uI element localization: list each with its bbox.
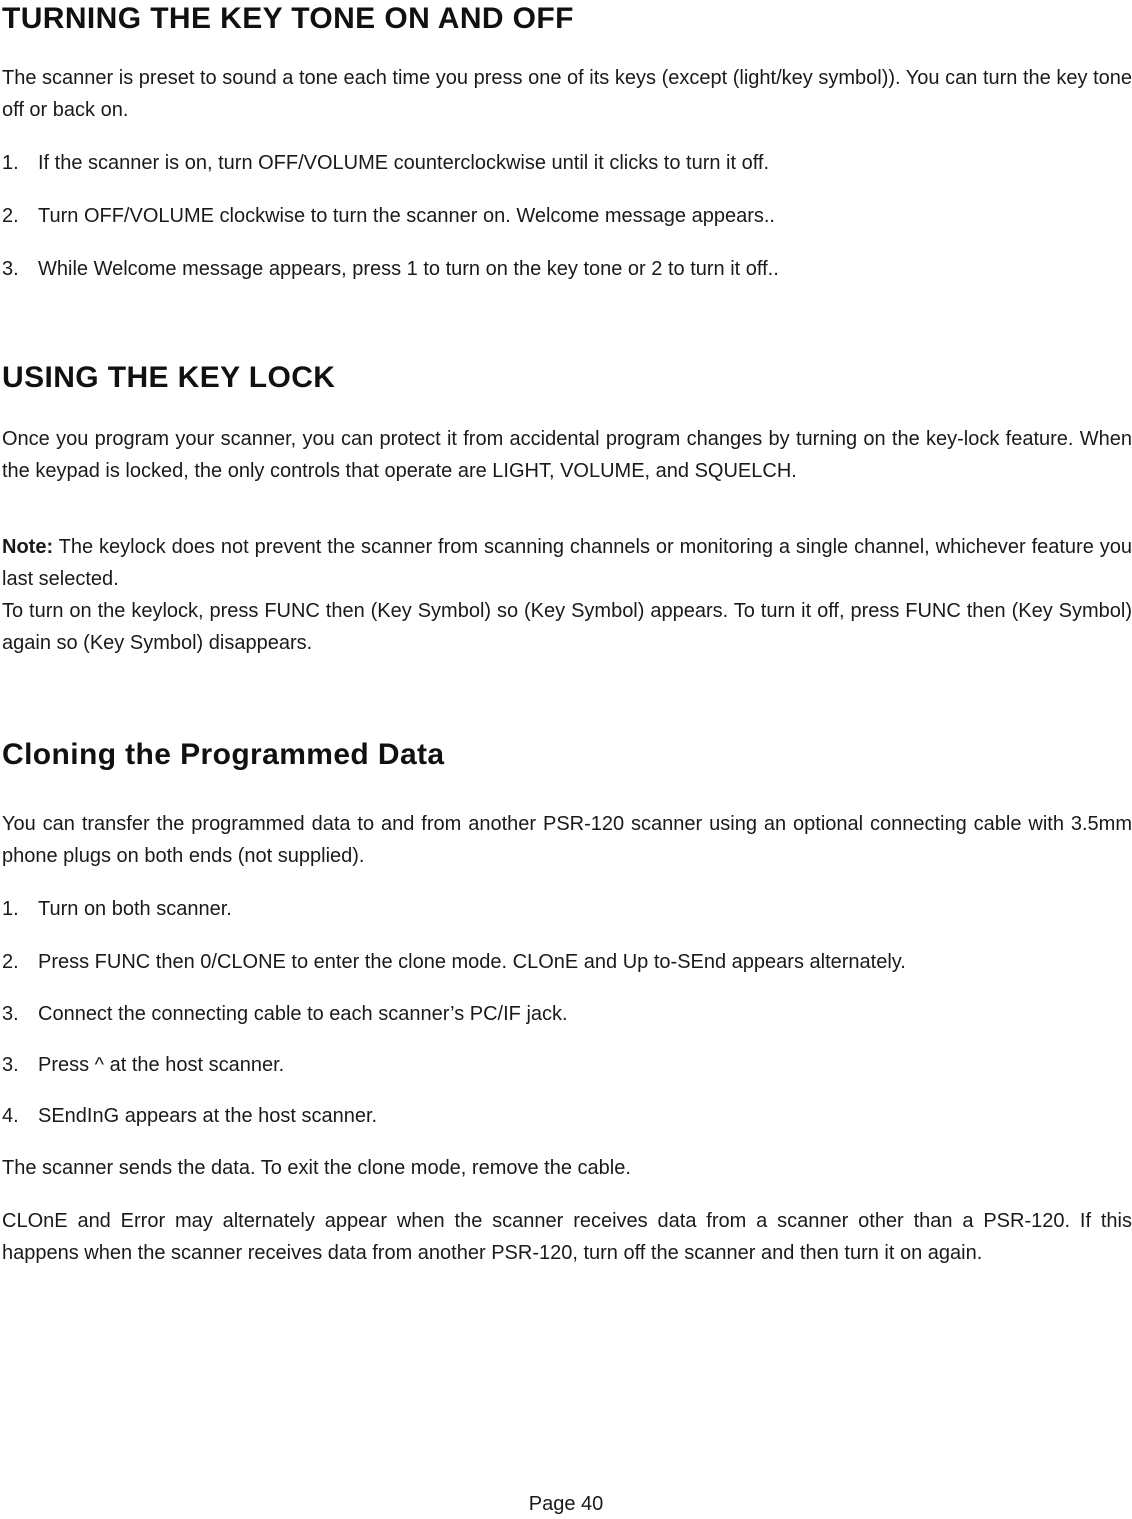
- cloning-step: [2, 1100, 377, 1132]
- key-lock-note: [2, 531, 1132, 595]
- key-tone-step: [2, 200, 775, 232]
- cloning-step: [2, 998, 568, 1030]
- step-text: Turn OFF/VOLUME clockwise to turn the scanner on. Welcome message appears..: [38, 205, 775, 227]
- step-text: If the scanner is on, turn OFF/VOLUME counterclockwise until it clicks to turn it off.: [38, 152, 770, 174]
- heading-cloning: Cloning the Programmed Data: [2, 738, 445, 771]
- note-text: The keylock does not prevent the scanner from scanning channels or monitoring a single channel, whichever feature you last selected.: [2, 536, 1132, 590]
- note-label: Note:: [2, 536, 54, 558]
- step-number: 2.: [2, 205, 19, 227]
- step-number: 3.: [2, 258, 19, 280]
- cloning-intro: You can transfer the programmed data to and from another PSR-120 scanner using an optional connecting cable with 3.5mm phone plugs on both ends (not supplied).: [2, 813, 1132, 867]
- step-text: Turn on both scanner.: [38, 898, 232, 920]
- step-text: While Welcome message appears, press 1 to turn on the key tone or 2 to turn it off..: [38, 258, 779, 280]
- step-text: Connect the connecting cable to each scanner’s PC/IF jack.: [38, 1003, 568, 1025]
- key-tone-step: [2, 253, 779, 285]
- cloning-step: [2, 946, 906, 978]
- step-number: 3.: [2, 1054, 19, 1076]
- cloning-error-note: CLOnE and Error may alternately appear when the scanner receives data from a scanner other than a PSR-120. If this happens when the scanner receives data from another PSR-120, turn off the scanner and then turn it on again.: [2, 1210, 1132, 1264]
- key-tone-step: [2, 147, 769, 179]
- step-number: 2.: [2, 951, 19, 973]
- step-number: 3.: [2, 1003, 19, 1025]
- page-number: Page 40: [528, 1493, 604, 1515]
- step-number: 4.: [2, 1105, 19, 1127]
- key-tone-intro: The scanner is preset to sound a tone each time you press one of its keys (except (light/key symbol)). You can turn the key tone off or back on.: [2, 67, 1132, 121]
- cloning-step: [2, 1049, 284, 1081]
- cloning-step: [2, 893, 232, 925]
- key-lock-intro: Once you program your scanner, you can protect it from accidental program changes by turning on the key-lock feature. When the keypad is locked, the only controls that operate are LIGHT, VOLUME, and SQUELCH.: [2, 428, 1132, 482]
- step-text: SEndInG appears at the host scanner.: [38, 1105, 378, 1127]
- step-number: 1.: [2, 898, 19, 920]
- heading-key-tone: TURNING THE KEY TONE ON AND OFF: [2, 2, 574, 35]
- cloning-after-steps: The scanner sends the data. To exit the clone mode, remove the cable.: [2, 1157, 631, 1179]
- step-text: Press ^ at the host scanner.: [38, 1054, 285, 1076]
- step-text: Press FUNC then 0/CLONE to enter the clone mode. CLOnE and Up to-SEnd appears alternately.: [38, 951, 906, 973]
- step-number: 1.: [2, 152, 19, 174]
- heading-key-lock: USING THE KEY LOCK: [2, 361, 336, 394]
- key-lock-instructions: To turn on the keylock, press FUNC then (Key Symbol) so (Key Symbol) appears. To turn it off, press FUNC then (Key Symbol) again so (Key Symbol) disappears.: [2, 600, 1132, 654]
